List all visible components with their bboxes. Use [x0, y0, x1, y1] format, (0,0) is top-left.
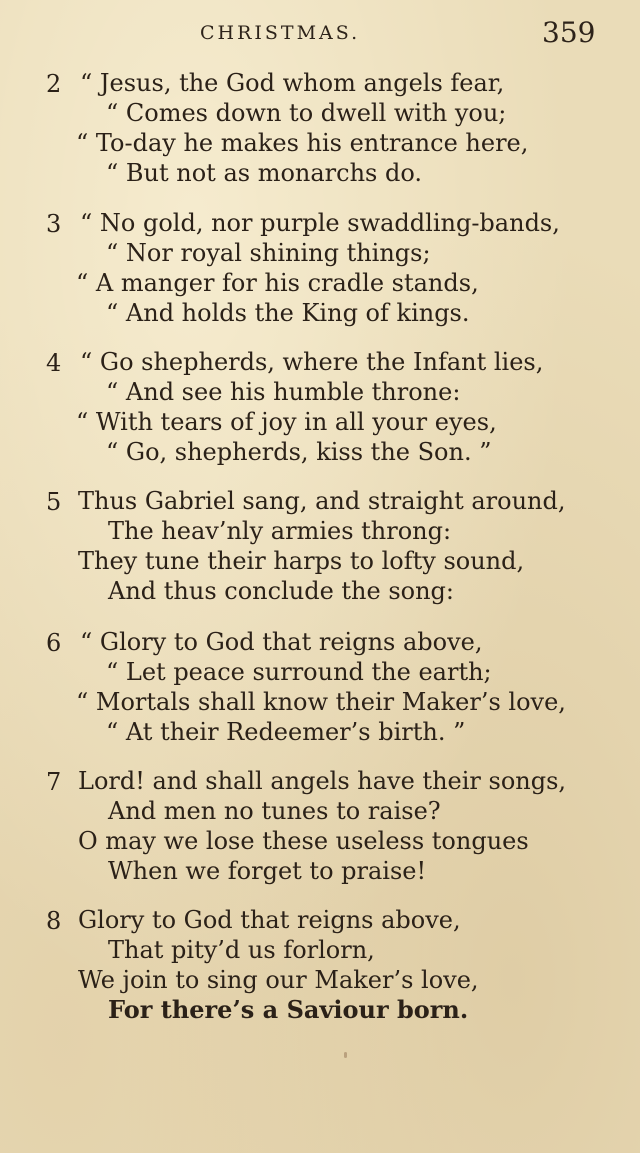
verse-line: “ Let peace surround the earth;: [106, 658, 492, 686]
verse-line: “ Go, shepherds, kiss the Son. ”: [106, 438, 492, 466]
verse-number: 7: [46, 768, 62, 796]
verse-line: “ Comes down to dwell with you;: [106, 99, 507, 127]
verse-line: The heav’nly armies throng:: [108, 517, 452, 545]
verse-line: “ But not as monarchs do.: [106, 159, 423, 187]
verse-line: “ With tears of joy in all your eyes,: [76, 408, 497, 436]
verse-number: 5: [46, 488, 62, 516]
verse-line: We join to sing our Maker’s love,: [78, 966, 479, 994]
verse-line: “ Mortals shall know their Maker’s love,: [76, 688, 566, 716]
page-number: 359: [542, 16, 596, 49]
verse-line: “ And see his humble throne:: [106, 378, 461, 406]
verse-line: Glory to God that reigns above,: [78, 906, 461, 934]
ink-speck: [344, 1052, 347, 1058]
verse-line: And thus conclude the song:: [108, 577, 455, 605]
verse-line: Thus Gabriel sang, and straight around,: [78, 487, 566, 515]
verse-line: “ A manger for his cradle stands,: [76, 269, 479, 297]
verse-line: “ And holds the King of kings.: [106, 299, 470, 327]
verse-number: 6: [46, 629, 62, 657]
verse-number: 2: [46, 70, 62, 98]
verse-line: And men no tunes to raise?: [108, 797, 441, 825]
verse-line: That pity’d us forlorn,: [108, 936, 375, 964]
running-head: CHRISTMAS.: [200, 22, 361, 44]
verse-number: 4: [46, 349, 62, 377]
verse-line: “ Nor royal shining things;: [106, 239, 431, 267]
verse-line: “ At their Redeemer’s birth. ”: [106, 718, 466, 746]
verse-line: O may we lose these useless tongues: [78, 827, 529, 855]
verse-line: They tune their harps to lofty sound,: [78, 547, 525, 575]
verse-number: 8: [46, 907, 62, 935]
verse-line: “ To-day he makes his entrance here,: [76, 129, 529, 157]
verse-line: “ Jesus, the God whom angels fear,: [80, 69, 505, 97]
verse-line: “ No gold, nor purple swaddling-bands,: [80, 209, 560, 237]
verse-line: Lord! and shall angels have their songs,: [78, 767, 567, 795]
verse-line: “ Go shepherds, where the Infant lies,: [80, 348, 544, 376]
verse-number: 3: [46, 210, 62, 238]
verse-line: For there’s a Saviour born.: [108, 995, 469, 1024]
verse-line: “ Glory to God that reigns above,: [80, 628, 483, 656]
verse-line: When we forget to praise!: [108, 857, 427, 885]
